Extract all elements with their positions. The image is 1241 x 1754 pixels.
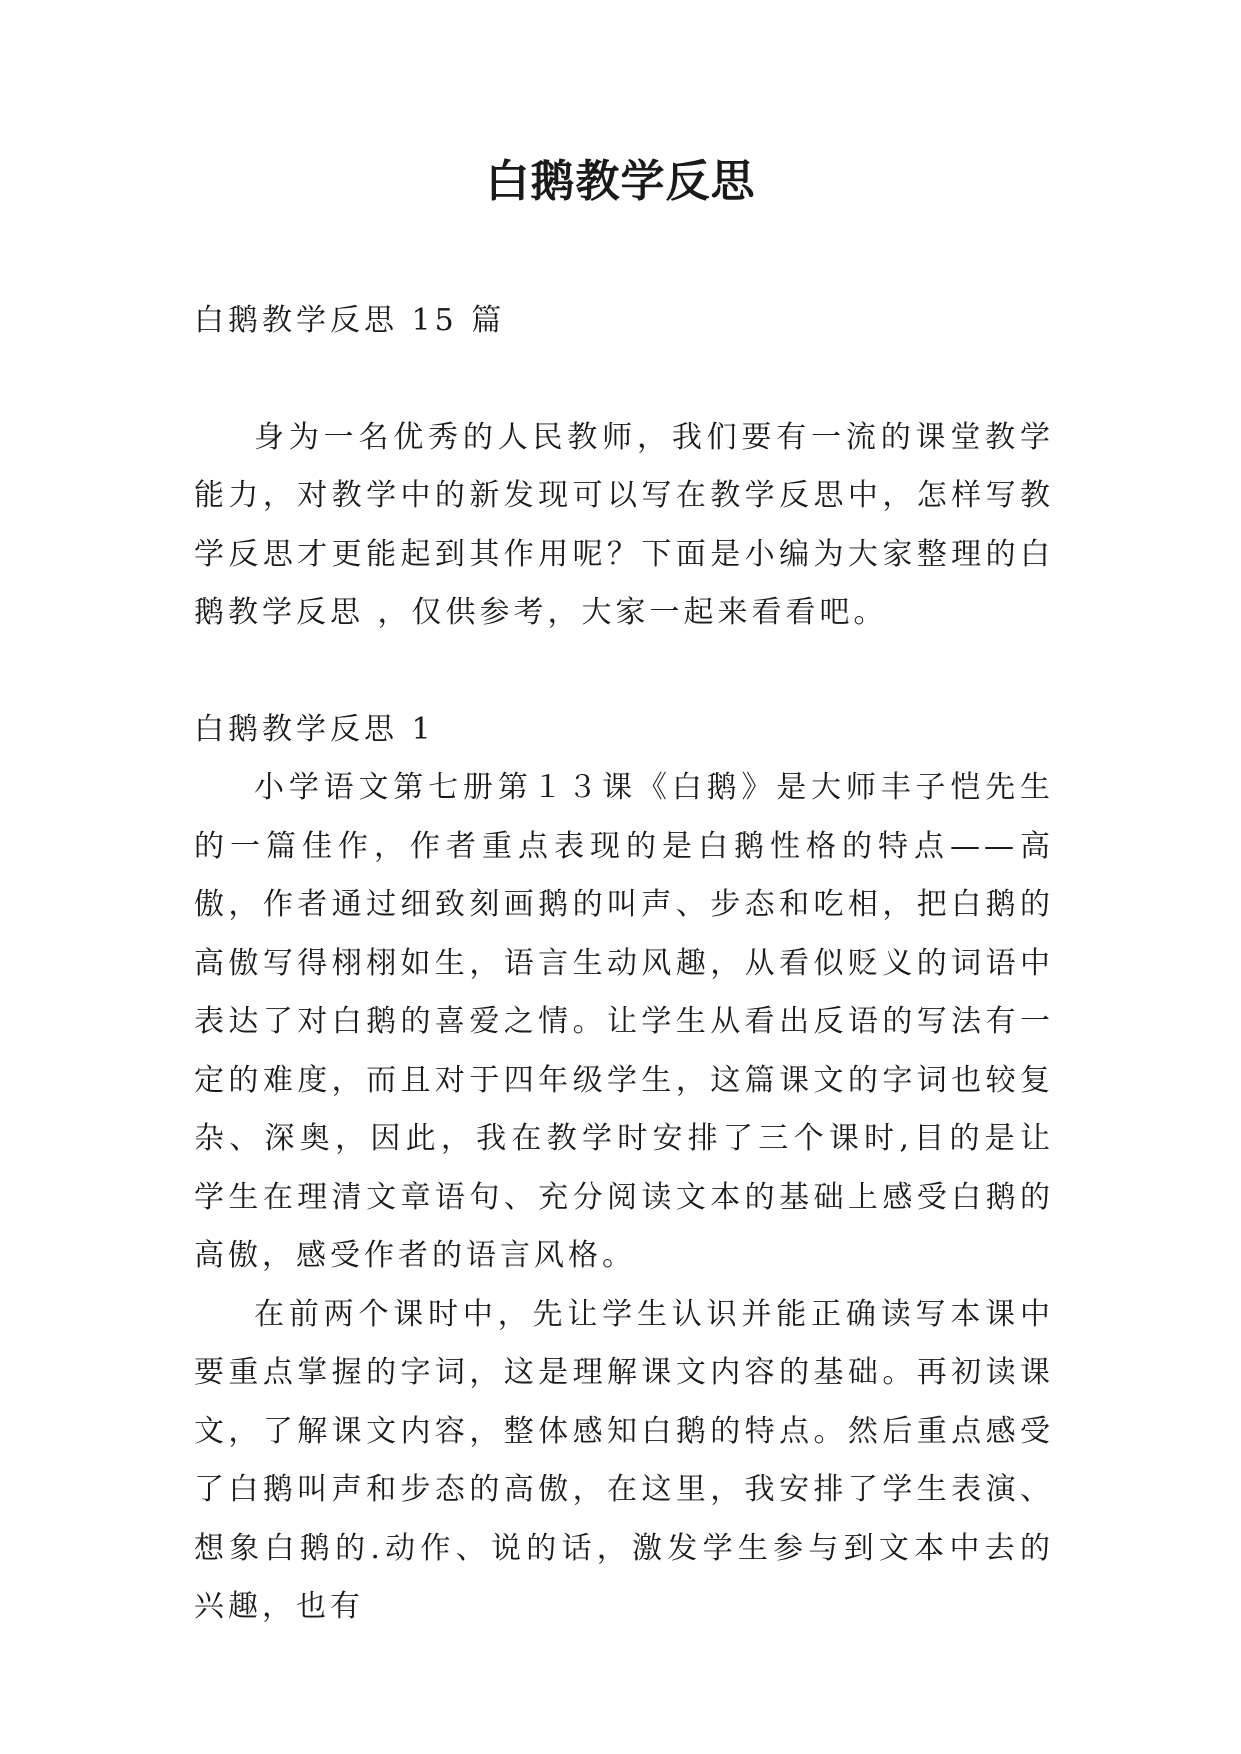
- section-heading: 白鹅教学反思 1: [194, 711, 435, 747]
- document-subtitle: 白鹅教学反思 15 篇: [194, 303, 506, 338]
- document-body: [194, 292, 1054, 1637]
- document-title: 白鹅教学反思: [485, 156, 756, 207]
- section-1: [194, 701, 1054, 1637]
- intro-paragraph: 身为一名优秀的人民教师，我们要有一流的课堂教学能力，对教学中的新发现可以写在教学反思中，怎样写教学反思才更能起到其作用呢？下面是小编为大家整理的白鹅教学反思 ，仅供参考，大家一起来看看吧。: [194, 419, 1054, 630]
- body-paragraph: 小学语文第七册第１３课《白鹅》是大师丰子恺先生的一篇佳作，作者重点表现的是白鹅性格的特点——高傲，作者通过细致刻画鹅的叫声、步态和吃相，把白鹅的高傲写得栩栩如生，语言生动风趣，从看似贬义的词语中表达了对白鹅的喜爱之情。让学生从看出反语的写法有一定的难度，而且对于四年级学生，这篇课文的字词也较复杂、深奥，因此，我在教学时安排了三个课时,目的是让学生在理清文章语句、充分阅读文本的基础上感受白鹅的高傲，感受作者的语言风格。: [194, 770, 1054, 1273]
- body-paragraph: 在前两个课时中，先让学生认识并能正确读写本课中要重点掌握的字词，这是理解课文内容的基础。再初读课文，了解课文内容，整体感知白鹅的特点。然后重点感受了白鹅叫声和步态的高傲，在这里，我安排了学生表演、想象白鹅的.动作、说的话，激发学生参与到文本中去的兴趣，也有: [194, 1296, 1054, 1624]
